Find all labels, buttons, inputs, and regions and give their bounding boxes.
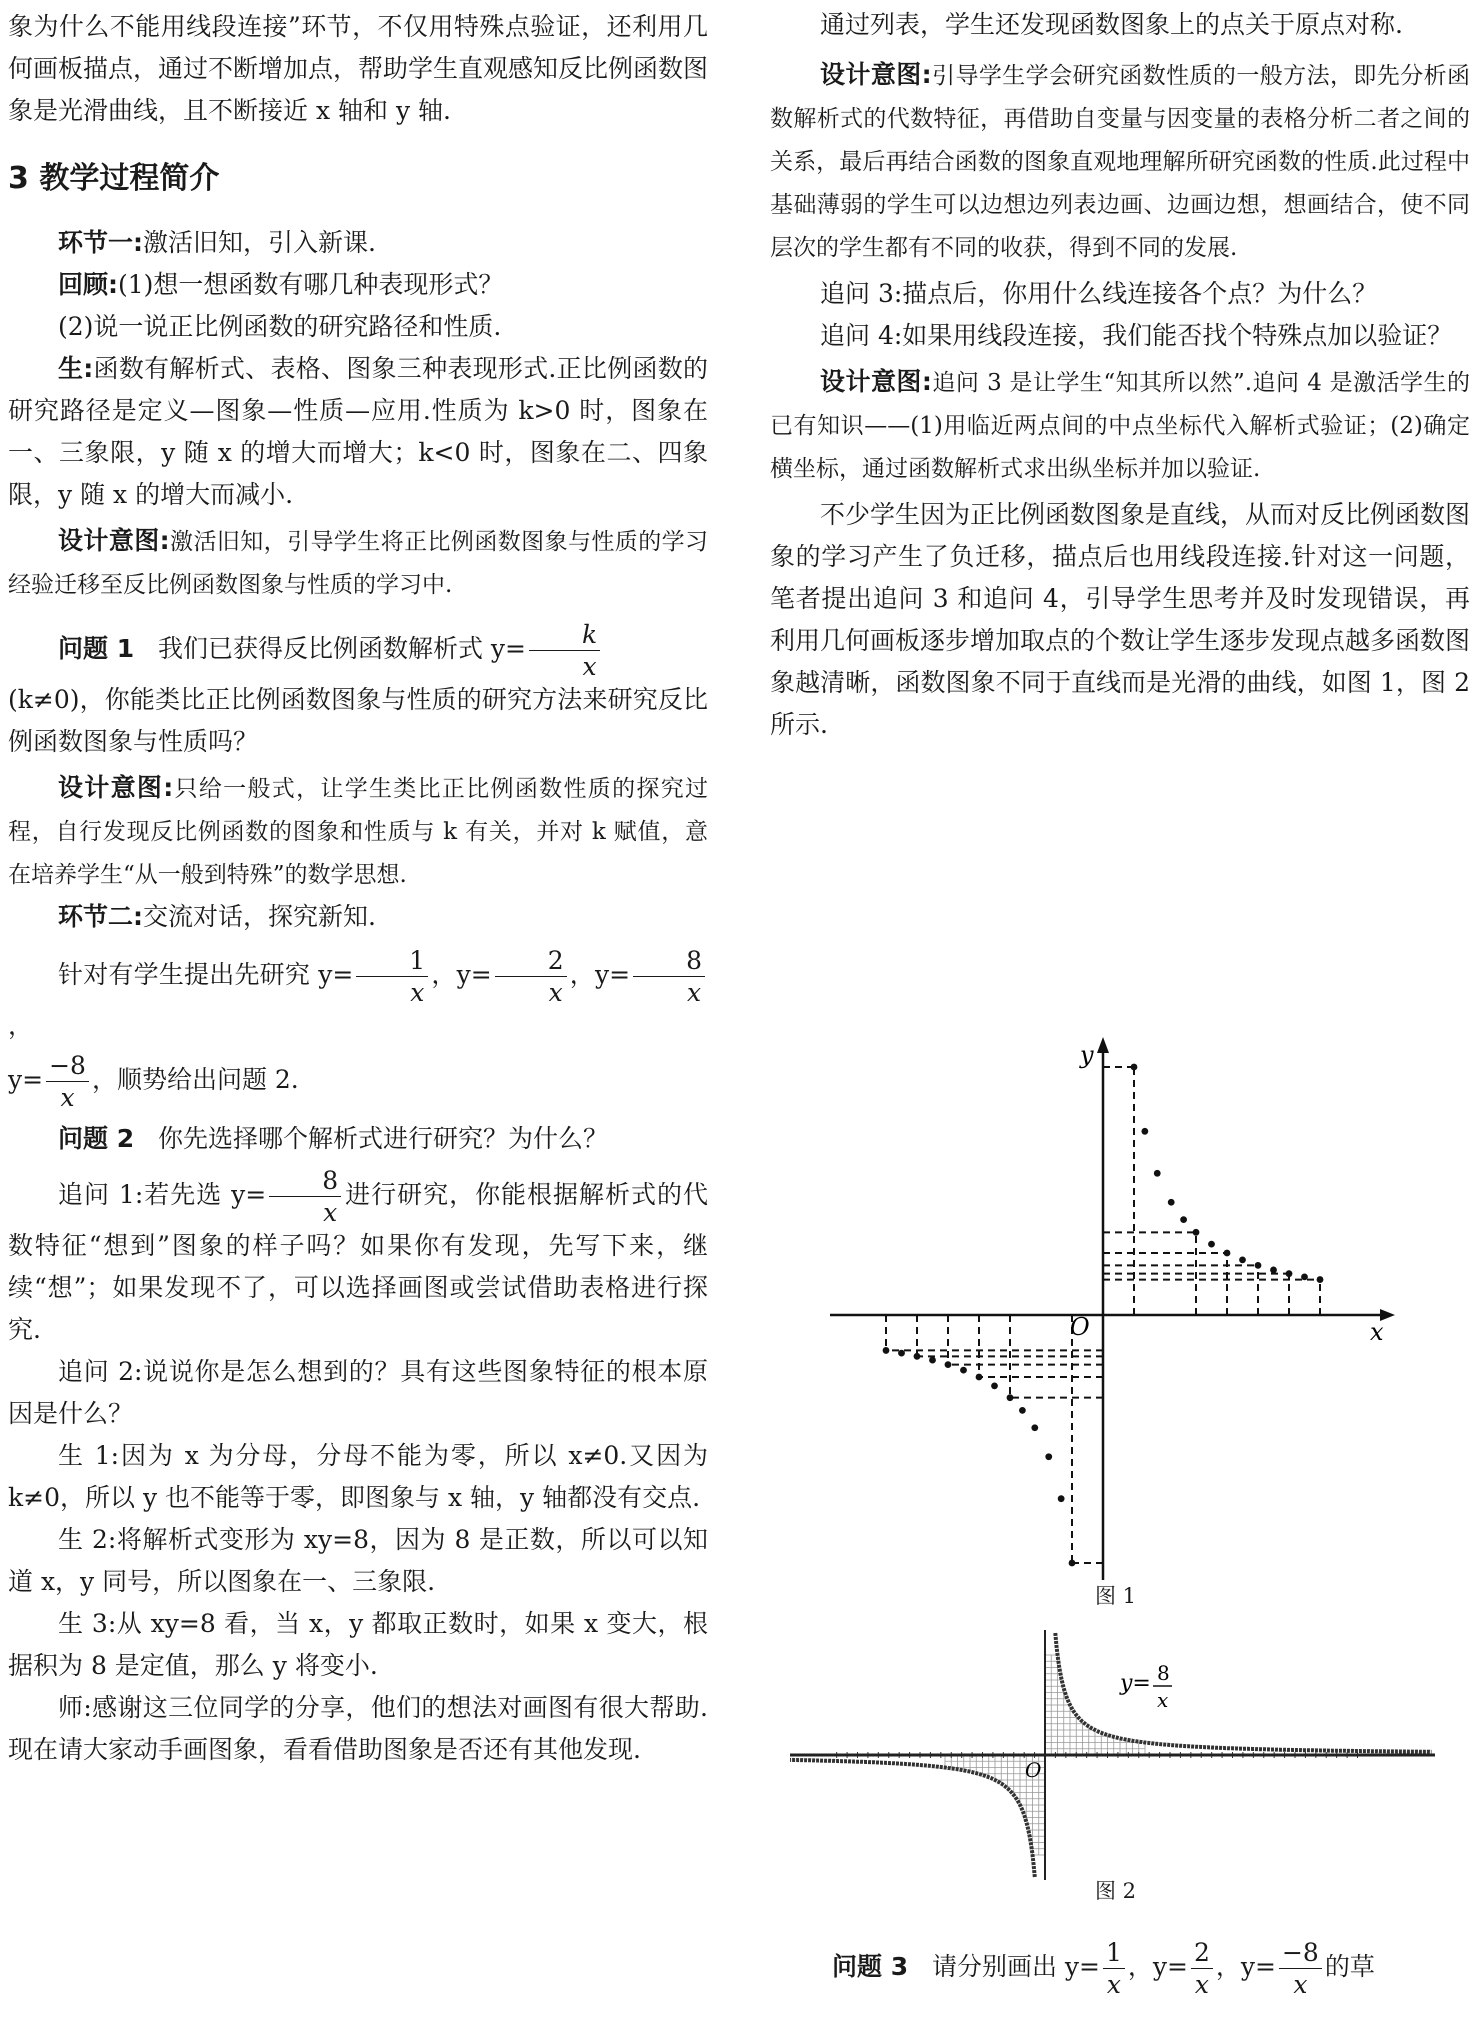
plot-point [1208,1241,1215,1248]
teacher: 师:感谢这三位同学的分享，他们的想法对画图有很大帮助.现在请大家动手画图象，看看借助图象是否还有其他发现. [8,1693,708,1764]
plot-point [883,1347,890,1354]
fraction-k-over-x [529,622,600,679]
paragraph-symmetry: 通过列表，学生还发现函数图象上的点关于原点对称. [820,10,1403,39]
design-intent-text: 激活旧知，引导学生将正比例函数图象与性质的学习经验迁移至反比例函数图象与性质的学习中. [8,529,709,598]
plot-point [1255,1262,1262,1269]
left-column [8,0,708,1771]
design-intent-2 [8,767,708,896]
plot-point [1045,1453,1052,1460]
design-intent-text: 引导学生学会研究函数性质的一般方法，即先分析函数解析式的代数特征，再借助自变量与因变量的表格分析二者之间的关系，最后再结合函数的图象直观地理解所研究函数的性质.此过程中基础薄弱的学生可以边想边列表边画、边画边想，想画结合，使不同层次的学生都有不同的收获，得到不同的发展. [770,63,1471,261]
fraction-neg8-over-x [1279,1940,1322,1997]
fraction-8-over-x [633,948,705,1005]
fraction-den: x [548,978,563,1007]
fraction-num: 2 [495,948,567,977]
plot-point [1007,1394,1014,1401]
stage-one-label: 环节一: [58,228,143,257]
fraction-den: x [582,652,597,681]
paragraph-transfer: 不少学生因为正比例函数图象是直线，从而对反比例函数图象的学习产生了负迁移，描点后也用线段连接.针对这一问题，笔者提出追问 3 和追问 4，引导学生思考并及时发现错误，再利用几何画板逐步增加取点的个数让学生逐步发现点越多函数图象越清晰，函数图象不同于直线而是光滑的曲线，如图 1，图 2 所示. [770,500,1471,739]
functions-text-b: ，y= [431,960,492,989]
question-2-text: 你先选择哪个解析式进行研究？为什么？ [157,1124,608,1153]
question-2-label: 问题 2 [58,1124,135,1153]
plot-point [960,1367,967,1374]
fraction-1-over-x [1103,1940,1125,1997]
fraction-den: x [686,978,702,1007]
fraction-neg8-over-x [46,1053,89,1110]
plot-point [1154,1170,1161,1177]
fraction-num: −8 [46,1053,89,1082]
question-1-label: 问题 1 [58,634,135,663]
functions-text-c: ，y= [569,960,631,989]
fraction-1-over-x [356,948,428,1005]
plot-point [1131,1064,1138,1071]
student-label: 生: [58,354,94,383]
paragraph-continued: 象为什么不能用线段连接”环节，不仅用特殊点验证，还利用几何画板描点，通过不断增加点，帮助学生直观感知反比例函数图象是光滑曲线，且不断接近 x 轴和 y 轴. [8,12,709,125]
student-answer [8,348,708,516]
plot-point [1301,1273,1308,1280]
y-axis-arrow [1097,1037,1109,1053]
plot-point [1286,1270,1293,1277]
student-2: 生 2:将解析式变形为 xy=8，因为 8 是正数，所以可以知道 x，y 同号，所以图象在一、三象限. [8,1525,708,1596]
plot-point [1019,1407,1026,1414]
x-axis-label: x [1370,1318,1384,1346]
followup-1-text-b: 进行研究，你能根据解析式的代数特征“想到”图象的样子吗？如果你有发现，先写下来，继续“想”；如果发现不了，可以选择画图或尝试借助表格进行探究. [8,1180,708,1344]
right-column [770,0,1470,746]
design-intent-text: 只给一般式，让学生类比正比例函数性质的探究过程，自行发现反比例函数的图象和性质与 k 有关，并对 k 赋值，意在培养学生“从一般到特殊”的数学思想. [8,776,709,888]
functions-list-cont [8,1053,708,1110]
question-2 [8,1118,708,1160]
figure-1-caption: 图 1 [1095,1584,1137,1608]
stage-one-text: 激活旧知，引入新课. [143,228,376,257]
plot-point [976,1374,983,1381]
design-intent-label: 设计意图: [820,60,932,89]
plot-point [991,1382,998,1389]
followup-1 [8,1168,708,1351]
fraction-num: 1 [1103,1940,1125,1969]
plot-point [1058,1495,1065,1502]
plot-point [1224,1250,1231,1257]
followup-1-text-a: 追问 1:若先选 y= [58,1180,267,1209]
review-2: (2)说一说正比例函数的研究路径和性质. [58,312,502,341]
figure-2-plot [790,1625,1440,1885]
plot-point [1193,1229,1200,1236]
functions-text-e: y= [8,1065,44,1094]
fraction-num: 1 [356,948,428,977]
figure-1-plot [820,1035,1400,1595]
functions-list [8,948,708,1047]
design-intent-1 [8,520,708,606]
design-intent-label: 设计意图: [58,773,174,802]
fraction-num: k [529,622,600,651]
origin-label: O [1025,1758,1042,1782]
stage-two-text: 交流对话，探究新知. [143,902,376,931]
fraction-den: x [1293,1970,1308,1999]
design-intent-label: 设计意图: [820,367,932,396]
stage-one [8,222,708,264]
curve-label-den: x [1157,1688,1169,1712]
functions-text-a: 针对有学生提出先研究 y= [58,960,354,989]
fraction-den: x [323,1198,338,1227]
followup-3: 追问 3:描点后，你用什么线连接各个点？为什么？ [820,279,1378,308]
origin-label: O [1070,1313,1090,1341]
question-3-text-d: 的草 [1324,1952,1375,1981]
fraction-den: x [1106,1970,1121,1999]
curve-label-y: y= [1120,1671,1151,1696]
plot-point [1141,1128,1148,1135]
review-text: (1)想一想函数有哪几种表现形式？ [118,270,504,299]
curve-branch-1 [1055,1633,1431,1752]
design-intent-text: 追问 3 是让学生“知其所以然”.追问 4 是激活学生的已有知识——(1)用临近两点间的中点坐标代入解析式验证；(2)确定横坐标，通过函数解析式求出纵坐标并加以验证. [770,370,1471,482]
plot-point [914,1353,921,1360]
stage-two-label: 环节二: [58,902,143,931]
fraction-den: x [410,978,425,1007]
question-3 [832,1940,1472,1997]
question-1-text-a: 我们已获得反比例函数解析式 y= [157,634,526,663]
student-text: 函数有解析式、表格、图象三种表现形式.正比例函数的研究路径是定义—图象—性质—应用.性质为 k>0 时，图象在一、三象限，y 随 x 的增大而增大；k<0 时，图象在二、四象限，y 随 x 的增大而减小. [8,354,709,509]
section-heading: 3 教学过程简介 [8,161,220,196]
y-axis-label: y [1080,1041,1094,1069]
student-3: 生 3:从 xy=8 看，当 x，y 都取正数时，如果 x 变大，根据积为 8 是定值，那么 y 将变小. [8,1609,708,1680]
review-label: 回顾: [58,270,118,299]
curve-branch-3 [790,1758,1035,1877]
design-intent-4 [770,361,1470,490]
fraction-num: 8 [269,1168,341,1197]
question-3-text-b: ，y= [1127,1952,1188,1981]
plot-point [1270,1267,1277,1274]
figure-2-caption: 图 2 [1095,1879,1137,1903]
plot-point [1031,1424,1038,1431]
plot-point [1168,1199,1175,1206]
student-1: 生 1:因为 x 为分母，分母不能为零，所以 x≠0.又因为 k≠0，所以 y 也不能等于零，即图象与 x 轴，y 轴都没有交点. [8,1441,708,1512]
followup-2: 追问 2:说说你是怎么想到的？具有这些图象特征的根本原因是什么？ [8,1357,708,1428]
question-1 [8,622,708,679]
fraction-2-over-x [1191,1940,1213,1997]
plot-point [1069,1560,1076,1567]
fraction-num: 8 [633,948,705,977]
curve-label-num: 8 [1157,1661,1170,1685]
plot-point [1180,1216,1187,1223]
fraction-num: 2 [1191,1940,1213,1969]
followup-4: 追问 4:如果用线段连接，我们能否找个特殊点加以验证？ [820,321,1453,350]
design-intent-label: 设计意图: [58,526,170,555]
fraction-num: −8 [1279,1940,1322,1969]
plot-point [1239,1256,1246,1263]
question-3-text-a: 请分别画出 y= [931,1952,1100,1981]
plot-point [945,1361,952,1368]
fraction-den: x [1194,1970,1209,1999]
review [8,264,708,306]
fraction-2-over-x [495,948,567,1005]
functions-text-f: ，顺势给出问题 2. [91,1065,299,1094]
plot-point [898,1350,905,1357]
question-1-cont: (k≠0)，你能类比正比例函数图象与性质的研究方法来研究反比例函数图象与性质吗？ [8,685,708,756]
fraction-8-over-x [269,1168,341,1225]
functions-text-d: ， [8,1011,34,1040]
question-3-label: 问题 3 [832,1952,909,1981]
fraction-den: x [60,1083,75,1112]
plot-point [929,1357,936,1364]
question-3-text-c: ，y= [1215,1952,1276,1981]
design-intent-3 [770,54,1470,269]
plot-point [1317,1276,1324,1283]
stage-two [8,896,708,938]
